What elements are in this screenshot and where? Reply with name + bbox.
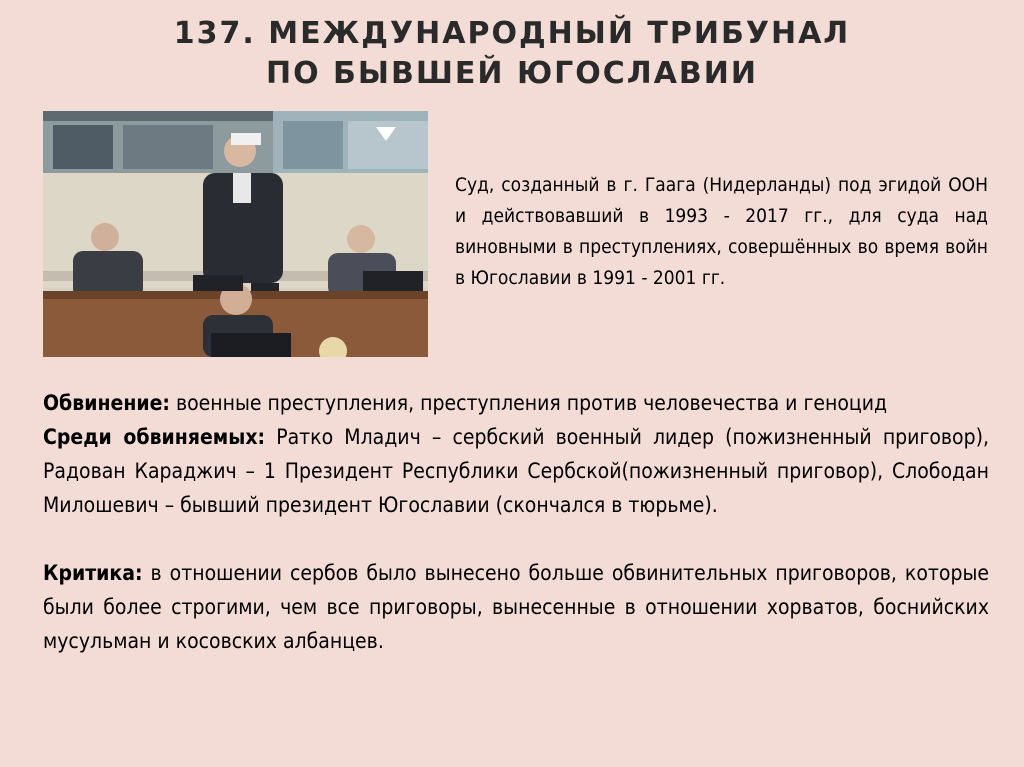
intro-paragraph: Суд, созданный в г. Гаага (Нидерланды) под эгидой ООН и действовавший в 1993 - 2017 гг., для суда над виновными в преступлениях, совершённых во время войн в Югославии в 1991 - 2001 гг.: [455, 174, 988, 289]
criticism-text: в отношении сербов было вынесено больше обвинительных приговоров, которые были более строгими, чем все приговоры, вынесенные в отношении хорватов, боснийских мусульман и косовских албанцев.: [43, 561, 989, 653]
accusation-text: военные преступления, преступления против человечества и геноцид: [169, 391, 888, 415]
courtroom-photo: [43, 111, 428, 357]
accused-label: Среди обвиняемых:: [43, 425, 266, 449]
accused-paragraph: [43, 420, 989, 522]
title-line-2: ПО БЫВШЕЙ ЮГОСЛАВИИ: [265, 56, 759, 91]
title-line-1: 137. МЕЖДУНАРОДНЫЙ ТРИБУНАЛ: [173, 16, 851, 51]
courtroom-photo-drawing: [43, 111, 428, 357]
accused-text: Ратко Младич – сербский военный лидер (пожизненный приговор), Радован Караджич – 1 Президент Республики Сербской(пожизненный приговор), Слободан Милошевич – бывший президент Югославии (скончался в тюрьме).: [43, 425, 989, 517]
slide-title: [0, 14, 1024, 94]
accusation-paragraph: [43, 386, 989, 420]
body-text: [43, 386, 989, 658]
criticism-label: Критика:: [43, 561, 143, 585]
accusation-label: Обвинение:: [43, 391, 170, 415]
criticism-paragraph: [43, 556, 989, 658]
